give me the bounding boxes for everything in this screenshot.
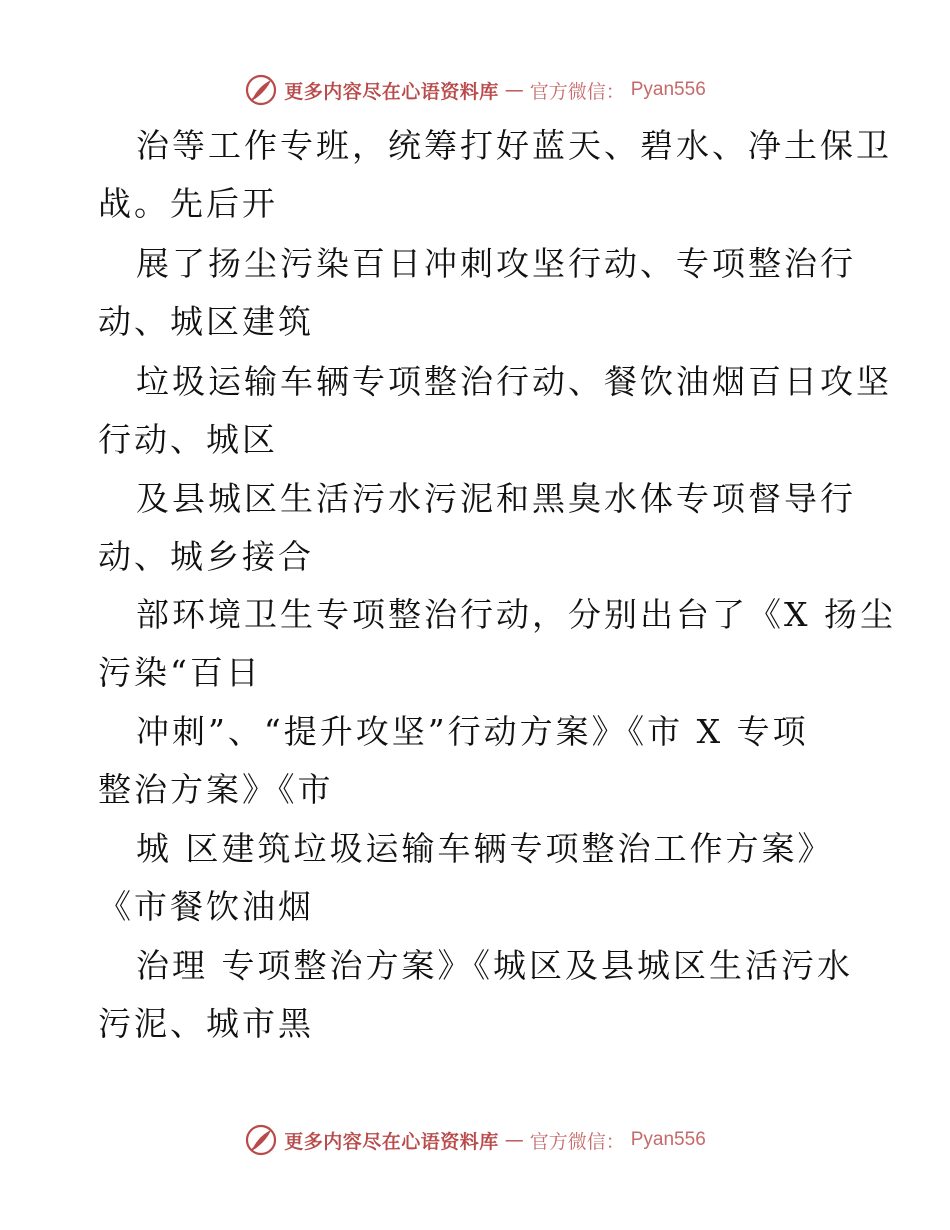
body-line: 垃圾运输车辆专项整治行动、餐饮油烟百日攻坚	[136, 362, 892, 401]
body-line: 《市餐饮油烟	[98, 887, 314, 926]
banner-dash: —	[504, 1129, 524, 1151]
body-line: 冲刺”、“提升攻坚”行动方案》《市 X 专项	[136, 712, 809, 751]
body-line: 部环境卫生专项整治行动，分别出台了《X 扬尘	[136, 595, 896, 634]
body-line: 动、城区建筑	[98, 302, 314, 341]
body-line: 战。先后开	[98, 184, 278, 223]
banner-dash: —	[504, 79, 524, 101]
body-line: 展了扬尘污染百日冲刺攻坚行动、专项整治行	[136, 244, 856, 283]
body-line: 及县城区生活污水污泥和黑臭水体专项督导行	[136, 479, 856, 518]
body-line: 治等工作专班，统筹打好蓝天、碧水、净土保卫	[136, 126, 892, 165]
header-watermark-banner	[0, 70, 950, 110]
body-line: 城 区建筑垃圾运输车辆专项整治工作方案》	[136, 829, 834, 868]
banner-wechat-label: 官方微信：	[529, 80, 625, 103]
body-line: 污泥、城市黑	[98, 1004, 314, 1043]
banner-wechat-id: Pyan556	[630, 79, 706, 100]
body-line: 行动、城区	[98, 420, 278, 459]
body-line: 动、城乡接合	[98, 537, 314, 576]
banner-text: 更多内容尽在心语资料库	[284, 1130, 499, 1153]
body-line: 治理 专项整治方案》《城区及县城区生活污水	[136, 946, 853, 985]
quill-pen-logo-icon	[244, 73, 278, 107]
body-line: 污染“百日	[98, 653, 262, 692]
footer-watermark-banner	[0, 1120, 950, 1160]
banner-text: 更多内容尽在心语资料库	[284, 80, 499, 103]
banner-wechat-label: 官方微信：	[529, 1130, 625, 1153]
banner-wechat-id: Pyan556	[630, 1129, 706, 1150]
body-line: 整治方案》《市	[98, 770, 334, 809]
quill-pen-logo-icon	[244, 1123, 278, 1157]
